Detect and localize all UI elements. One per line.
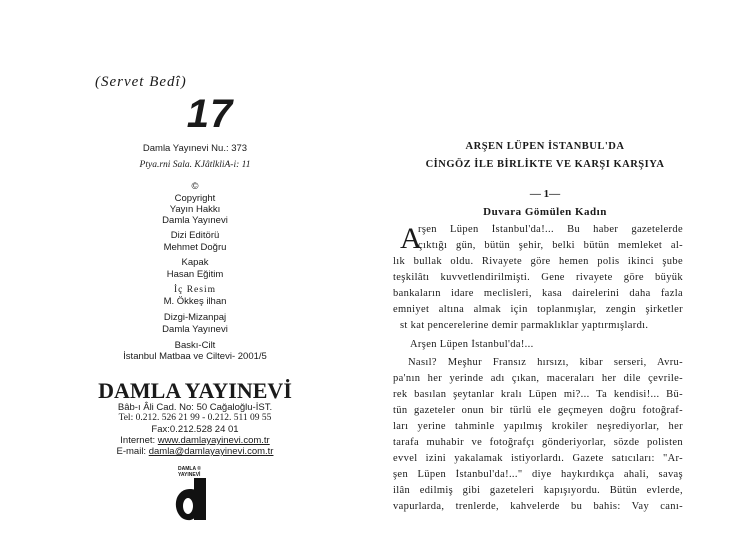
rights-label: Yayın Hakkı xyxy=(169,204,221,215)
body-line-3: lık bullak oldu. Rivayete göre hemen polis ikinci şube xyxy=(393,256,683,267)
chapter-number: — 1— xyxy=(529,188,561,200)
publisher-logo xyxy=(166,466,218,522)
book-title-line2: CİNGÖZ İLE BİRLİKTE VE KARŞI KARŞIYA xyxy=(425,159,665,170)
illustration-name: M. Ökkeş ilhan xyxy=(163,296,227,307)
body-line-16: şen Lüpen İstanbul'da!..." diye haykırdıkça ahali, savaş xyxy=(393,469,683,480)
rights-owner: Damla Yayınevi xyxy=(162,215,228,226)
copyright-symbol: © xyxy=(191,181,199,192)
body-line-2: çıktığı gün, bütün şehir, belki bütün memleket al- xyxy=(418,240,683,251)
internet-label: Internet: xyxy=(120,435,158,446)
logo-line1: DAMLA ® xyxy=(178,466,201,472)
body-line-1: rşen Lüpen İstanbul'da!... Bu haber gazetelerde xyxy=(418,224,683,235)
body-line-14: tarafa muhabir ve fotoğrafçı gönderiyorlar, sözde polisten xyxy=(393,437,683,448)
print-label: Baskı-Cilt xyxy=(174,340,216,351)
body-line-9: Nasıl? Meşhur Fransız hırsızı, kibar serseri, Avru- xyxy=(408,357,683,368)
drop-letter-icon xyxy=(166,466,218,522)
cover-name: Hasan Eğitim xyxy=(166,269,224,280)
body-line-6: emniyet altına almak için toplanmışlar, zengin şirketler xyxy=(393,304,683,315)
publisher-address: Bâb-ı Âli Cad. No: 50 Cağaloğlu-İST. xyxy=(117,402,273,413)
internet-line xyxy=(72,435,318,446)
body-line-13: ları yerine tahminle yapılmış krokiler neşrediyorlar, her xyxy=(393,421,683,432)
body-line-10: pa'nın her yerinde adı çıkan, maceraları her dile çevrile- xyxy=(393,373,683,384)
print-info: İstanbul Matbaa ve Ciltevi- 2001/5 xyxy=(123,351,267,362)
drop-cap: A xyxy=(400,222,422,255)
editor-label: Dizi Editörü xyxy=(170,230,220,241)
internet-link[interactable]: www.damlayayinevi.com.tr xyxy=(157,435,270,446)
series-line: Damla Yayınevi Nu.: 373 xyxy=(142,143,248,154)
body-line-4: teşkilâtı kuvvetlendirilmişti. Gene rivayete göre büyük xyxy=(393,272,683,283)
illustration-label: İç Resim xyxy=(173,285,217,295)
body-line-17: ilân edilmiş gibi gazeteleri kapışıyordu. Bütün evlerde, xyxy=(393,485,683,496)
layout-name: Damla Yayınevi xyxy=(162,324,228,335)
publisher-phone: Tel: 0.212. 526 21 99 - 0.212. 511 09 55 xyxy=(118,413,272,423)
chapter-title: Duvara Gömülen Kadın xyxy=(483,206,607,218)
email-line xyxy=(72,446,318,457)
book-number: 17 xyxy=(186,92,234,136)
author-pseudonym: (Servet Bedî) xyxy=(95,74,187,90)
copyright-title: Copyright xyxy=(174,193,216,204)
email-label: E-mail: xyxy=(116,446,149,457)
body-line-5: bankaların idare meclisleri, kasa dairelerini daha fazla xyxy=(393,288,683,299)
editor-name: Mehmet Doğru xyxy=(163,242,227,253)
body-line-8: Arşen Lüpen İstanbul'da!... xyxy=(410,339,534,350)
body-line-12: tün gazeteler onun bir türlü ele geçmeyen doğru fotoğraf- xyxy=(393,405,683,416)
publisher-name: DAMLA YAYINEVİ xyxy=(98,378,292,403)
cover-label: Kapak xyxy=(181,257,209,268)
logo-line2: YAYINEVİ xyxy=(178,472,201,478)
body-line-7: st kat pencerelerine demir parmaklıklar yaptırmışlardı. xyxy=(400,320,649,331)
series-sub-line: Ptya.rni Sala. KJâtlkliA-i: 11 xyxy=(139,160,251,170)
layout-label: Dizgi-Mizanpaj xyxy=(163,312,227,323)
body-line-11: rek basılan şeytanlar kralı Lüpen mi?... Ta kendisi!... Bü- xyxy=(393,389,683,400)
body-line-18: vapurlarda, trenlerde, kahvelerde bu bahis: Vay canı- xyxy=(393,501,683,512)
book-title-line1: ARŞEN LÜPEN İSTANBUL'DA xyxy=(465,141,625,152)
publisher-fax: Fax:0.212.528 24 01 xyxy=(151,424,239,435)
email-link[interactable]: damla@damlayayinevi.com.tr xyxy=(148,446,274,457)
body-line-15: evvel izini yakalamak istiyorlardı. Gazete satıcıları: "Ar- xyxy=(393,453,683,464)
